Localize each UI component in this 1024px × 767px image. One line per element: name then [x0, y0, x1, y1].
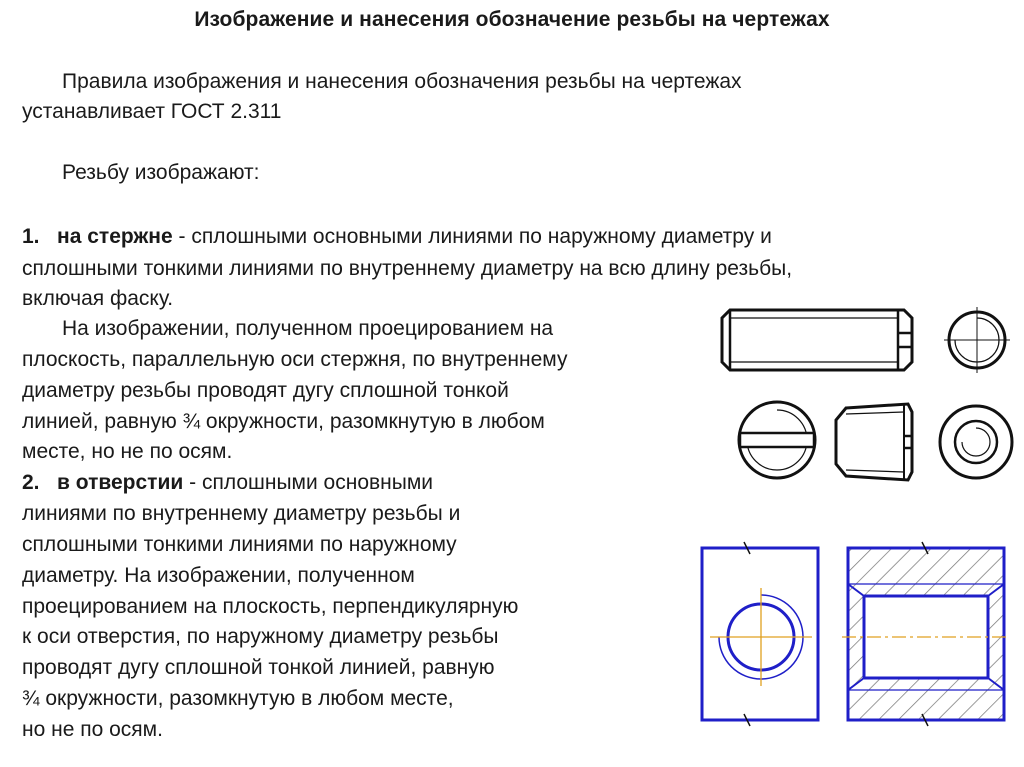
rod-end-view-drawing — [942, 305, 1012, 375]
hole-front-view-drawing — [690, 538, 832, 728]
item1-line-2: сплошными тонкими линиями по внутреннему диаметру на всю длину резьбы, — [22, 257, 793, 280]
intro-line-2: устанавливает ГОСТ 2.311 — [22, 100, 282, 123]
item1-term: на стержне — [57, 225, 173, 248]
threaded-end-view-drawing — [934, 400, 1018, 484]
item2-line: линиями по внутреннему диаметру резьбы и — [22, 502, 461, 525]
item1-para-line: плоскость, параллельную оси стержня, по внутреннему — [22, 348, 568, 371]
item2-line: сплошными тонкими линиями по наружному — [22, 533, 457, 556]
rod-side-view-drawing — [712, 300, 924, 380]
item2-line: проводят дугу сплошной тонкой линией, равную — [22, 656, 495, 679]
item2-line: но не по осям. — [22, 718, 163, 741]
item1-line-1 — [22, 222, 772, 252]
intro-line-1: Правила изображения и нанесения обозначения резьбы на чертежах — [62, 70, 742, 93]
item1-number: 1. — [22, 225, 40, 248]
page-title: Изображение и нанесения обозначение резьбы на чертежах — [194, 8, 830, 31]
depict-label: Резьбу изображают: — [62, 161, 260, 184]
item1-line1-rest: - сплошными основными линиями по наружному диаметру и — [172, 225, 772, 248]
item2-line: ¾ окружности, разомкнутую в любом месте, — [22, 687, 454, 710]
item2-line: к оси отверстия, по наружному диаметру резьбы — [22, 625, 499, 648]
item1-para-line: месте, но не по осям. — [22, 440, 233, 463]
item2-term: в отверстии — [57, 471, 184, 494]
hole-section-view-drawing — [842, 538, 1010, 728]
item1-para-line: линией, равную ¾ окружности, разомкнутую в любом — [22, 410, 545, 433]
item1-line-3: включая фаску. — [22, 287, 174, 310]
item2-line-1 — [22, 468, 433, 498]
item1-para-line: диаметру резьбы проводят дугу сплошной тонкой — [22, 379, 509, 402]
item1-para-line: На изображении, полученном проецированием на — [62, 317, 554, 340]
item2-line1-rest: - сплошными основными — [183, 471, 434, 494]
tapered-side-view-drawing — [832, 400, 922, 484]
item2-number: 2. — [22, 471, 40, 494]
item2-line: проецированием на плоскость, перпендикулярную — [22, 595, 519, 618]
slotted-end-view-drawing — [732, 395, 822, 485]
item2-line: диаметру. На изображении, полученном — [22, 564, 415, 587]
